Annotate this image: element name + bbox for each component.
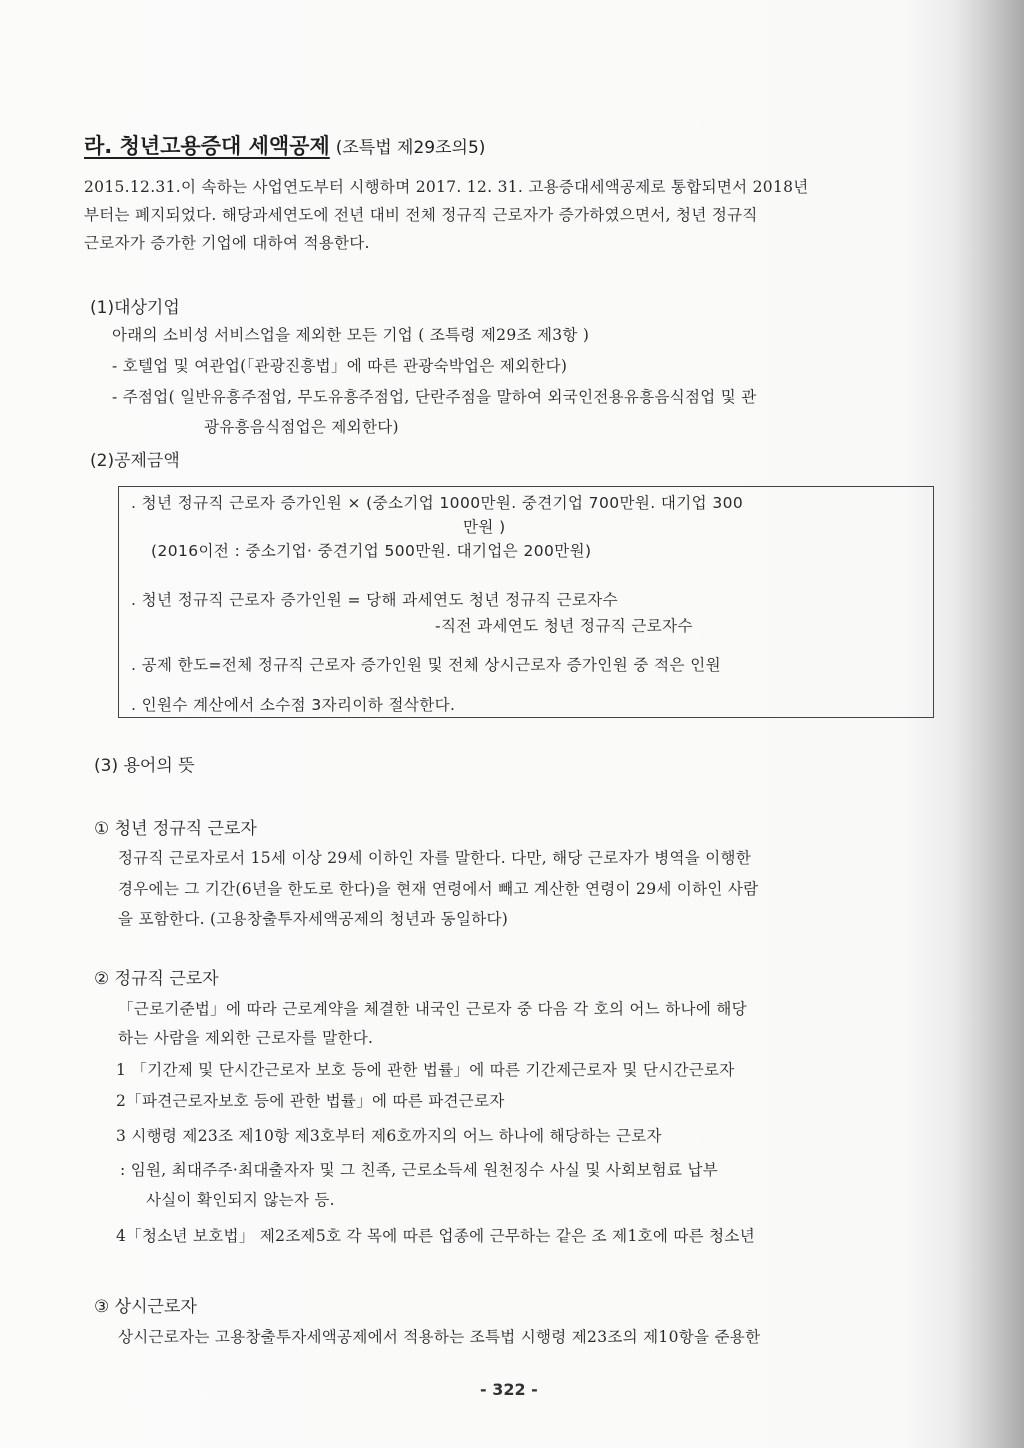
formula-line-7: . 인원수 계산에서 소수점 3자리이하 절삭한다.: [131, 696, 456, 714]
formula-line-3: (2016이전 : 중소기업· 중견기업 500만원. 대기업은 200만원): [151, 542, 592, 560]
section1-line-1: 아래의 소비성 서비스업을 제외한 모든 기업 ( 조특령 제29조 제3항 ): [112, 326, 590, 344]
formula-line-2: 만원 ): [463, 518, 506, 536]
term2-heading: ② 정규직 근로자: [94, 969, 219, 989]
intro-line-1: 2015.12.31.이 속하는 사업연도부터 시행하며 2017. 12. 31. 고용증대세액공제로 통합되면서 2018년: [84, 178, 809, 196]
intro-line-2: 부터는 폐지되었다. 해당과세연도에 전년 대비 전체 정규직 근로자가 증가하였으면서, 청년 정규직: [84, 206, 758, 224]
term2-line-1: 「근로기준법」에 따라 근로계약을 체결한 내국인 근로자 중 다음 각 호의 어느 하나에 해당: [118, 1000, 747, 1018]
deduction-formula-box: [118, 486, 934, 718]
section1-line-4: 광유흥음식점업은 제외한다): [204, 418, 399, 436]
term2-item-1: 1 「기간제 및 단시간근로자 보호 등에 관한 법률」에 따른 기간제근로자 및 단시간근로자: [116, 1061, 735, 1079]
term1-line-3: 을 포함한다. (고용창출투자세액공제의 청년과 동일하다): [118, 910, 509, 928]
section1-line-3: - 주점업( 일반유흥주점업, 무도유흥주점업, 단란주점을 말하여 외국인전용유흥음식점업 및 관: [112, 388, 757, 406]
term3-line-1: 상시근로자는 고용창출투자세액공제에서 적용하는 조특법 시행령 제23조의 제10항을 준용한: [118, 1328, 761, 1346]
section-title-law-reference: (조특법 제29조의5): [335, 138, 486, 158]
term2-item-3-note-2: 사실이 확인되지 않는자 등.: [146, 1191, 335, 1209]
section-title-main: 라. 청년고용증대 세액공제: [84, 134, 330, 158]
section3-heading: (3) 용어의 뜻: [94, 756, 195, 776]
page-number: - 322 -: [480, 1380, 538, 1399]
term1-line-1: 정규직 근로자로서 15세 이상 29세 이하인 자를 말한다. 다만, 해당 근로자가 병역을 이행한: [118, 849, 752, 867]
term2-item-4: 4「청소년 보호법」 제2조제5호 각 목에 따른 업종에 근무하는 같은 조 제1호에 따른 청소년: [116, 1227, 755, 1245]
term2-line-2: 하는 사람을 제외한 근로자를 말한다.: [118, 1029, 374, 1047]
intro-line-3: 근로자가 증가한 기업에 대하여 적용한다.: [84, 234, 370, 252]
section2-heading: (2)공제금액: [90, 451, 180, 471]
formula-line-6: . 공제 한도=전체 정규직 근로자 증가인원 및 전체 상시근로자 증가인원 중 적은 인원: [131, 656, 721, 674]
section1-heading: (1)대상기업: [90, 298, 180, 318]
term1-line-2: 경우에는 그 기간(6년을 한도로 한다)을 현재 연령에서 빼고 계산한 연령이 29세 이하인 사람: [118, 880, 759, 898]
section-title: [84, 130, 485, 160]
formula-line-1: . 청년 정규직 근로자 증가인원 × (중소기업 1000만원. 중견기업 700만원. 대기업 300: [131, 494, 744, 512]
term3-heading: ③ 상시근로자: [94, 1297, 197, 1317]
term1-heading: ① 청년 정규직 근로자: [94, 819, 257, 839]
term2-item-3: 3 시행령 제23조 제10항 제3호부터 제6호까지의 어느 하나에 해당하는 근로자: [116, 1127, 662, 1145]
section1-line-2: - 호텔업 및 여관업(「관광진흥법」에 따른 관광숙박업은 제외한다): [112, 357, 568, 375]
term2-item-2: 2「파견근로자보호 등에 관한 법률」에 따른 파견근로자: [116, 1092, 505, 1110]
formula-line-5: -직전 과세연도 청년 정규직 근로자수: [435, 617, 693, 635]
formula-line-4: . 청년 정규직 근로자 증가인원 = 당해 과세연도 청년 정규직 근로자수: [131, 591, 619, 609]
term2-item-3-note-1: : 임원, 최대주주·최대출자자 및 그 친족, 근로소득세 원천징수 사실 및 사회보험료 납부: [120, 1161, 718, 1179]
